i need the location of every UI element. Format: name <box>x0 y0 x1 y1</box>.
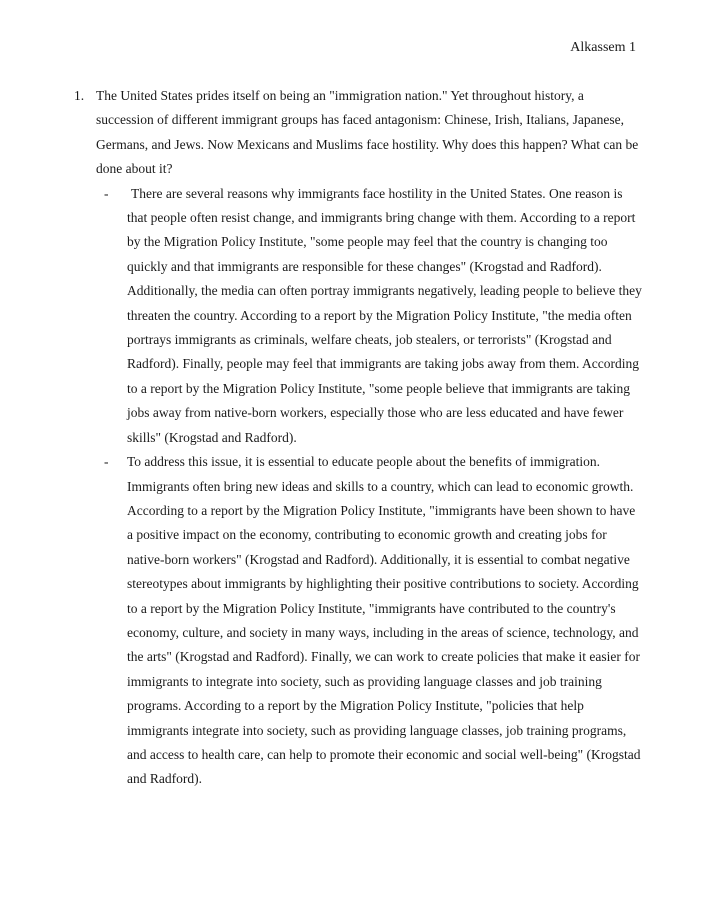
question-item <box>74 84 642 182</box>
question-block <box>74 84 642 792</box>
answer-bullet-2 <box>74 450 642 792</box>
running-head: Alkassem 1 <box>570 40 636 55</box>
question-number: 1. <box>74 88 85 103</box>
answer-list <box>74 182 642 792</box>
answer-paragraph-reasons: There are several reasons why immigrants face hostility in the United States. One reason is that people often resist change, and immigrants bring change with them. According to a report by the Migration Policy Institute, "some people may feel that the country is changing too quickly and that immigrants are responsible for these changes" (Krogstad and Radford). Additionally, the media can often portray immigrants negatively, leading people to believe they threaten the country. According to a report by the Migration Policy Institute, "the media often portrays immigrants as criminals, welfare cheats, job stealers, or terrorists" (Krogstad and Radford). Finally, people may feel that immigrants are taking jobs away from them. According to a report by the Migration Policy Institute, "some people believe that immigrants are taking jobs away from native-born workers, especially those who are less educated and have fewer skills" (Krogstad and Radford). <box>127 185 642 445</box>
question-text: The United States prides itself on being an "immigration nation." Yet throughout history, a succession of different immigrant groups has faced antagonism: Chinese, Irish, Italians, Japanese, Germans, and Jews. Now Mexicans and Muslims face hostility. Why does this happen? What can be done about it? <box>96 88 639 177</box>
answer-paragraph-solutions: To address this issue, it is essential to educate people about the benefits of immigration. Immigrants often bring new ideas and skills to a country, which can lead to economic growth. According to a report by the Migration Policy Institute, "immigrants have been shown to have a positive impact on the economy, contributing to economic growth and creating jobs for native-born workers" (Krogstad and Radford). Additionally, it is essential to combat negative stereotypes about immigrants by highlighting their positive contributions to society. According to a report by the Migration Policy Institute, "immigrants have contributed to the country's economy, culture, and society in many ways, including in the areas of science, technology, and the arts" (Krogstad and Radford). Finally, we can work to create policies that make it easier for immigrants to integrate into society, such as providing language classes and job training programs. According to a report by the Migration Policy Institute, "policies that help immigrants integrate into society, such as providing language classes, job training programs, and access to health care, can help to promote their economic and social well-being" (Krogstad and Radford). <box>127 454 641 787</box>
answer-bullet-1 <box>74 182 642 450</box>
bullet-marker: - <box>104 185 109 201</box>
bullet-marker: - <box>104 454 109 470</box>
